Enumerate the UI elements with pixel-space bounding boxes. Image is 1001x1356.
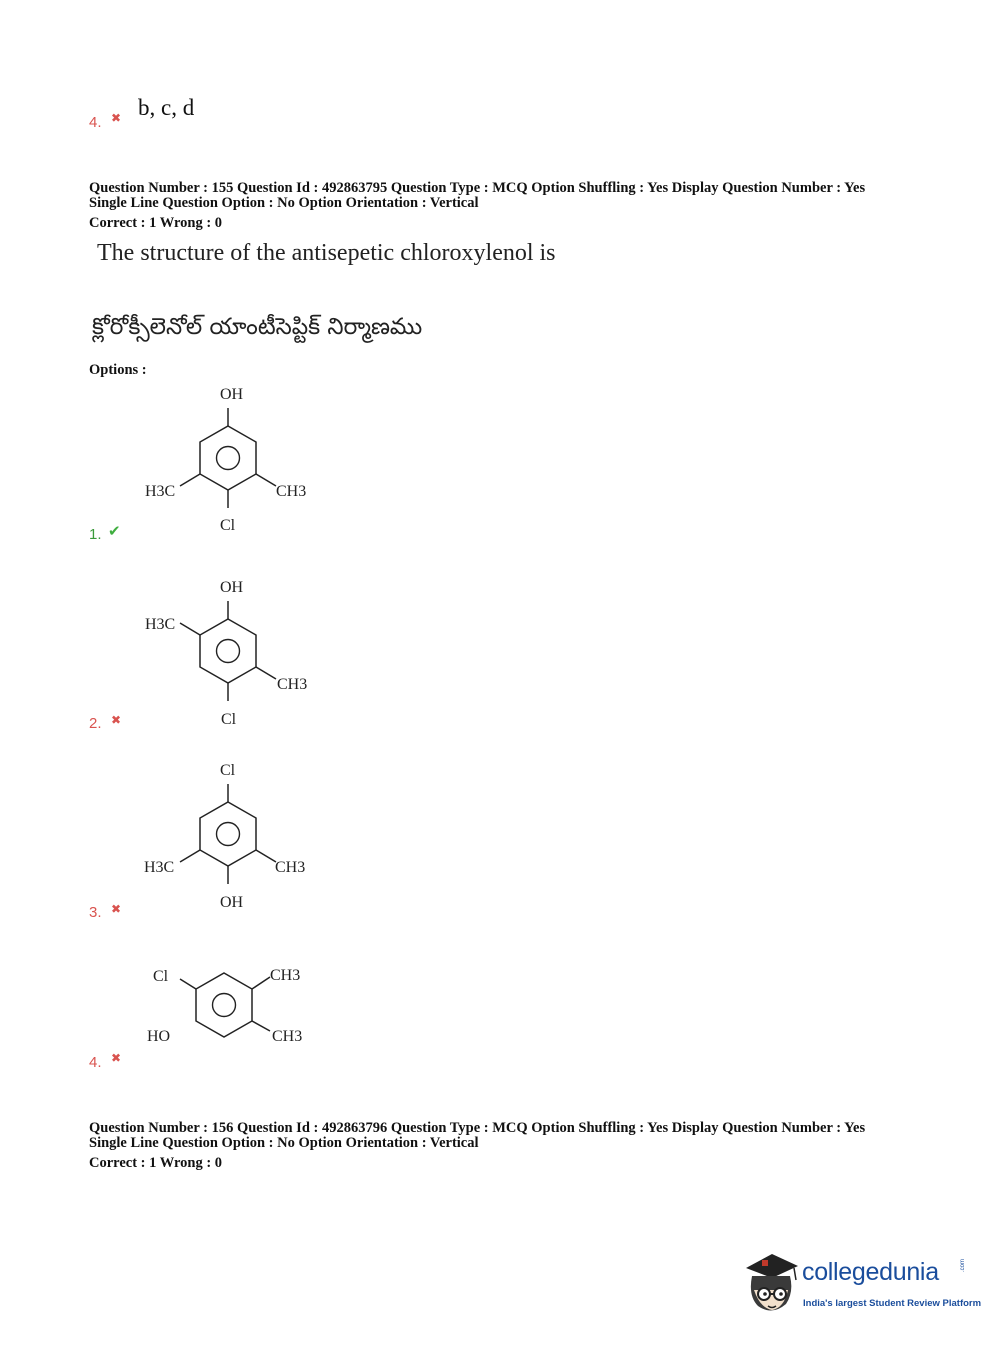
option-1-number: 1. <box>89 526 102 543</box>
option-2-label-ch3: CH3 <box>277 676 308 693</box>
option-4-number: 4. <box>89 1054 102 1071</box>
wrong-mark-icon: ✖ <box>111 902 122 916</box>
option-4-structure <box>128 957 328 1077</box>
option-2-number: 2. <box>89 715 102 732</box>
option-3-label-cl: Cl <box>220 762 236 779</box>
option-4-label-ch3-top: CH3 <box>270 967 301 984</box>
option-3-label-oh: OH <box>220 894 244 911</box>
correct-mark-icon: ✔ <box>108 522 121 540</box>
options-label: Options : <box>89 362 147 378</box>
option-1-label-ch3: CH3 <box>276 483 307 500</box>
q155-question-text-en: The structure of the antisepetic chloroxylenol is <box>97 240 556 266</box>
option-3-number: 3. <box>89 904 102 921</box>
wrong-mark-icon: ✖ <box>111 713 122 727</box>
option-1-label-oh: OH <box>220 386 244 403</box>
option-1-label-h3c: H3C <box>145 483 176 500</box>
prev-option-4-text: b, c, d <box>138 95 195 120</box>
option-2-label-h3c: H3C <box>145 616 176 633</box>
option-1-structure <box>128 380 328 540</box>
q156-marks: Correct : 1 Wrong : 0 <box>89 1155 223 1171</box>
student-mascot-icon <box>742 1246 802 1318</box>
q155-meta-line-2: Single Line Question Option : No Option Orientation : Vertical <box>89 195 479 211</box>
option-3-structure <box>128 756 328 916</box>
q155-meta-line-1: Question Number : 155 Question Id : 492863795 Question Type : MCQ Option Shuffling : Yes Display Question Number : Yes <box>89 180 866 196</box>
q155-question-text-te: క్లోరోక్సీలెనోల్ యాంటీసెప్టిక్ నిర్మాణము <box>92 314 423 340</box>
wrong-mark-icon: ✖ <box>111 1051 122 1065</box>
option-4-label-cl: Cl <box>153 968 169 985</box>
q156-meta-line-1: Question Number : 156 Question Id : 492863796 Question Type : MCQ Option Shuffling : Yes Display Question Number : Yes <box>89 1120 866 1136</box>
option-2-structure <box>128 573 328 733</box>
q156-meta-line-2: Single Line Question Option : No Option Orientation : Vertical <box>89 1135 479 1151</box>
wrong-mark-icon: ✖ <box>111 111 122 125</box>
logo-tagline: India's largest Student Review Platform <box>803 1298 982 1309</box>
collegedunia-logo <box>742 1246 982 1321</box>
option-1-label-cl: Cl <box>220 517 236 534</box>
option-2-label-oh: OH <box>220 579 244 596</box>
option-2-label-cl: Cl <box>221 711 237 728</box>
q155-marks: Correct : 1 Wrong : 0 <box>89 215 223 231</box>
prev-option-4-number: 4. <box>89 114 102 131</box>
logo-wordmark: collegedunia <box>802 1258 939 1286</box>
option-4-label-ch3-bottom: CH3 <box>272 1028 303 1045</box>
option-3-label-ch3: CH3 <box>275 859 306 876</box>
logo-com-suffix: .com <box>960 1258 966 1272</box>
option-4-label-ho: HO <box>147 1028 171 1045</box>
option-3-label-h3c: H3C <box>144 859 175 876</box>
